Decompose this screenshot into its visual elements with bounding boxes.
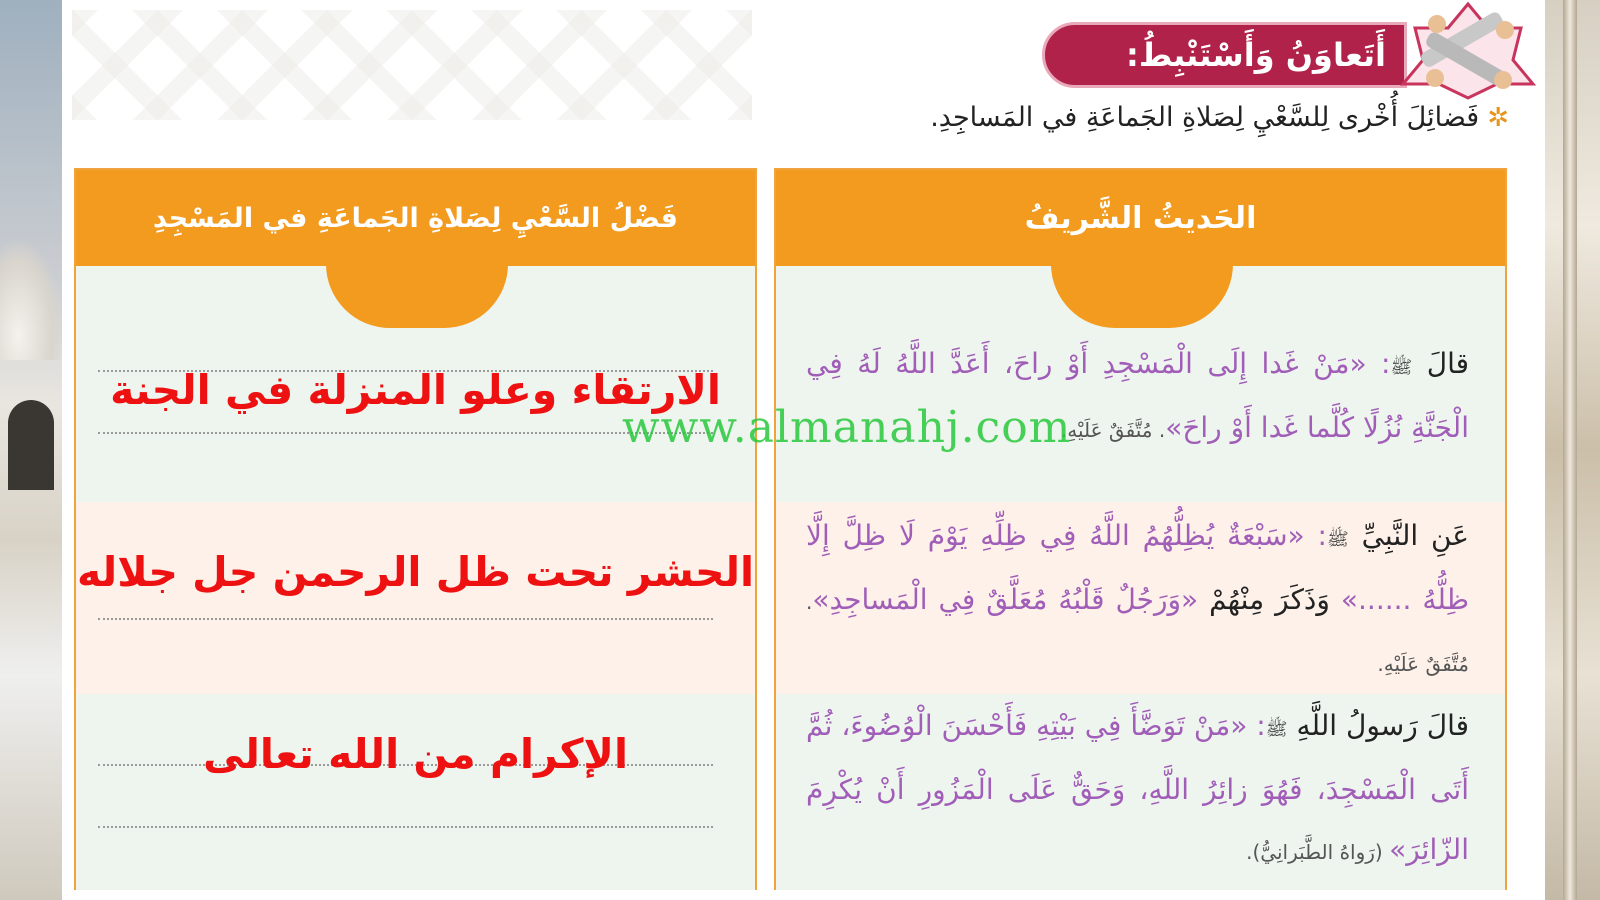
pbuh-symbol: ﷺ: [1326, 529, 1349, 550]
hadith-text-2: عَنِ النَّبِيِّ ﷺ: «سَبْعَةٌ يُظِلُّهُمُ اللَّهُ فِي ظِلِّهِ يَوْمَ لَا ظِلَّ إِلَّا ظِلُّهُ ......» وَذَكَرَ مِنْهُمْ «وَرَجُلٌ قَلْبُهُ مُعَلَّقٌ فِي الْمَساجِدِ». مُتَّفَقٌ عَلَيْهِ.: [806, 519, 1470, 676]
virtues-panel-header: فَضْلُ السَّعْيِ لِصَلاةِ الجَماعَةِ في المَسْجِدِ: [76, 170, 755, 266]
answer-line: [98, 826, 713, 828]
instruction-line: [749, 102, 1509, 133]
section-title-badge: [1042, 22, 1407, 88]
hadith-text-1: قالَ ﷺ: «مَنْ غَدا إِلَى الْمَسْجِدِ أَوْ راحَ، أَعَدَّ اللَّهُ لَهُ فِي الْجَنَّةِ نُزُلًا كُلَّما غَدا أَوْ راحَ». مُتَّفَقٌ عَلَيْهِ.: [806, 347, 1469, 444]
decorative-pattern: [72, 10, 752, 120]
pbuh-symbol: ﷺ: [1265, 719, 1288, 740]
answer-2: الحشر تحت ظل الرحمن جل جلاله: [76, 548, 755, 596]
background-right-column: [1545, 0, 1600, 900]
mosque-dome-shape: [0, 240, 62, 360]
flower-bullet-icon: ✲: [1487, 102, 1509, 133]
column-shape: [1563, 0, 1577, 900]
section-title: أَتَعاوَنُ وَأَسْتَنْبِطُ:: [1126, 36, 1386, 74]
answer-line: [98, 432, 713, 434]
virtue-row-2: [76, 502, 755, 694]
hadith-text-3: قالَ رَسولُ اللَّهِ ﷺ: «مَنْ تَوَضَّأَ فِي بَيْتِهِ فَأَحْسَنَ الْوُضُوءَ، ثُمَّ أَتَى الْمَسْجِدَ، فَهُوَ زائِرُ اللَّهِ، وَحَقٌّ عَلَى الْمَزُورِ أَنْ يُكْرِمَ الزّائِرَ» (رَواهُ الطَّبَرانِيُّ).: [806, 709, 1469, 866]
answer-3: الإكرام من الله تعالى: [203, 730, 628, 778]
answer-1: الارتقاء وعلو المنزلة في الجنة: [110, 366, 721, 414]
pbuh-symbol: ﷺ: [1390, 357, 1413, 378]
site-watermark: www.almanahj.com: [622, 402, 1072, 453]
cooperation-hands-icon: [1393, 0, 1543, 100]
mosque-arch-shape: [8, 400, 54, 490]
hadith-panel-header: الحَديثُ الشَّريفُ: [776, 170, 1505, 266]
answer-line: [98, 618, 713, 620]
slide: [62, 0, 1545, 900]
virtues-panel: [74, 168, 757, 890]
hadith-panel: [774, 168, 1507, 890]
instruction-text: فَضائِلَ أُخْرى لِلسَّعْيِ لِصَلاةِ الجَماعَةِ في المَساجِدِ.: [930, 102, 1480, 133]
virtue-row-3: [76, 694, 755, 890]
background-left-mosque: [0, 0, 62, 900]
